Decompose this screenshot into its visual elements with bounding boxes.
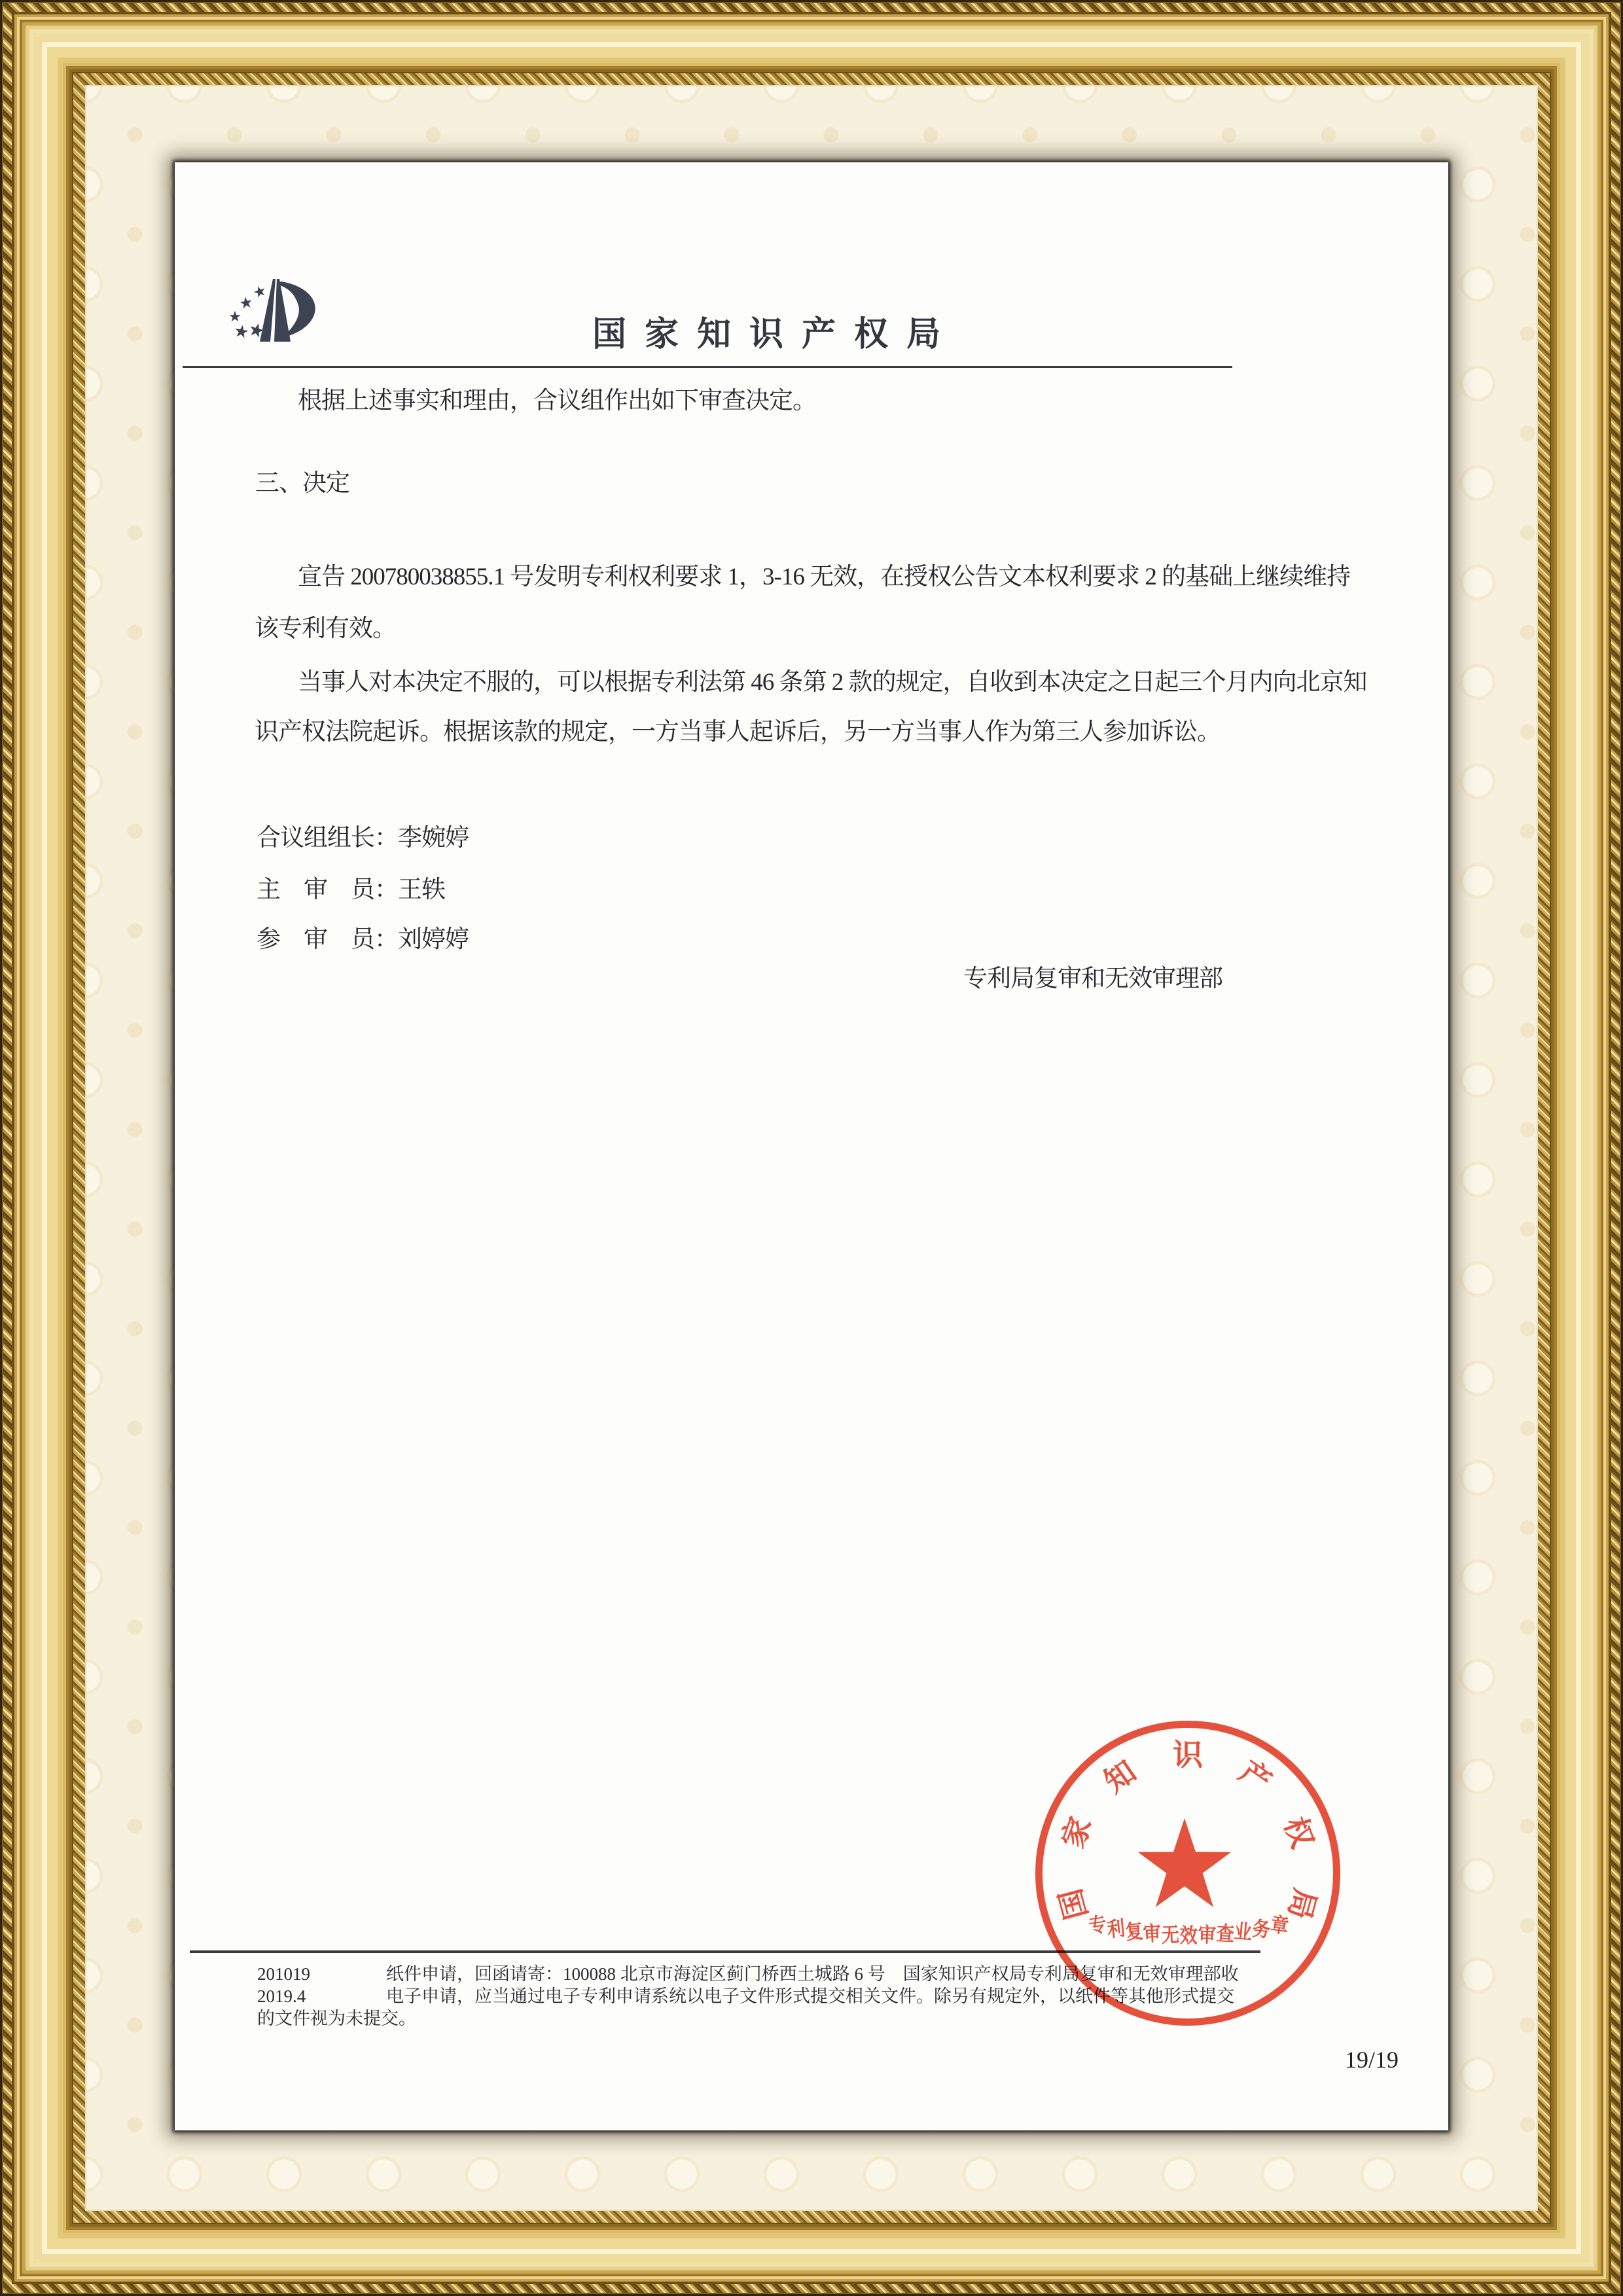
seal-bottom-char: 章 [1269, 1912, 1291, 1938]
seal-arc-char: 产 [1234, 1754, 1277, 1799]
seal-arc-char: 权 [1277, 1812, 1320, 1853]
panel-head-name: 李婉婷 [398, 825, 469, 852]
page-number: 19/19 [1345, 2047, 1399, 2073]
seal-bottom-char: 复 [1124, 1920, 1144, 1945]
seal-arc-char: 识 [1173, 1738, 1203, 1772]
seal-bottom-char: 专 [1087, 1912, 1109, 1938]
signature-panel-head [257, 824, 469, 853]
seal-bottom-char: 利 [1105, 1916, 1126, 1942]
seal-bottom-char: 务 [1251, 1916, 1272, 1942]
header-rule [183, 366, 1232, 368]
panel-head-label: 合议组组长： [257, 825, 398, 852]
signature-member [257, 925, 469, 954]
appeal-paragraph-line2: 识产权法院起诉。根据该款的规定，一方当事人起诉后，另一方当事人作为第三人参加诉讼。 [255, 719, 1221, 745]
agency-title: 国家知识产权局 [592, 316, 959, 353]
seal-bottom-char: 审 [1143, 1922, 1162, 1946]
footer-line1: 纸件申请，回函请寄：100088 北京市海淀区蓟门桥西土城路 6 号 国家知识产权局专利局复审和无效审理部收 [386, 1964, 1239, 1984]
seal-star-icon [1135, 1818, 1234, 1920]
seal-arc-char: 知 [1097, 1754, 1142, 1799]
cnipa-logo-icon [230, 275, 328, 350]
signature-chief-examiner [257, 876, 445, 905]
seal-bottom-char: 业 [1233, 1920, 1253, 1945]
footer-line3: 的文件视为未提交。 [257, 2009, 416, 2028]
section-heading: 三、决定 [255, 470, 349, 497]
footer-line2: 电子申请，应当通过电子专利申请系统以电子文件形式提交相关文件。除另有规定外，以纸件等其他形式提交 [386, 1986, 1234, 2006]
member-name: 刘婷婷 [398, 926, 469, 953]
decision-paragraph-line2: 该专利有效。 [255, 615, 396, 642]
seal-arc-char: 局 [1281, 1884, 1322, 1923]
department-line: 专利局复审和无效审理部 [963, 965, 1222, 992]
footer-form-code: 201019 [257, 1964, 310, 1984]
chief-examiner-name: 王轶 [398, 876, 445, 903]
official-seal [1034, 1719, 1342, 2027]
chief-examiner-label: 主 审 员： [257, 876, 398, 903]
intro-line: 根据上述事实和理由，合议组作出如下审查决定。 [298, 387, 816, 414]
seal-arc-char: 家 [1056, 1812, 1098, 1853]
footer-form-date: 2019.4 [257, 1986, 306, 2006]
appeal-paragraph-line1: 当事人对本决定不服的，可以根据专利法第 46 条第 2 款的规定，自收到本决定之日起三个月内向北京知 [298, 669, 1367, 696]
seal-bottom-char: 审 [1198, 1924, 1217, 1947]
seal-arc-char: 国 [1054, 1884, 1094, 1923]
document-page [175, 162, 1448, 2130]
seal-bottom-char: 无 [1161, 1923, 1180, 1947]
seal-bottom-char: 效 [1179, 1924, 1198, 1947]
member-label: 参 审 员： [257, 926, 398, 953]
seal-bottom-char: 查 [1215, 1922, 1235, 1946]
decision-paragraph-line1: 宣告 200780038855.1 号发明专利权利要求 1，3-16 无效，在授权公告文本权利要求 2 的基础上继续维持 [298, 564, 1351, 590]
